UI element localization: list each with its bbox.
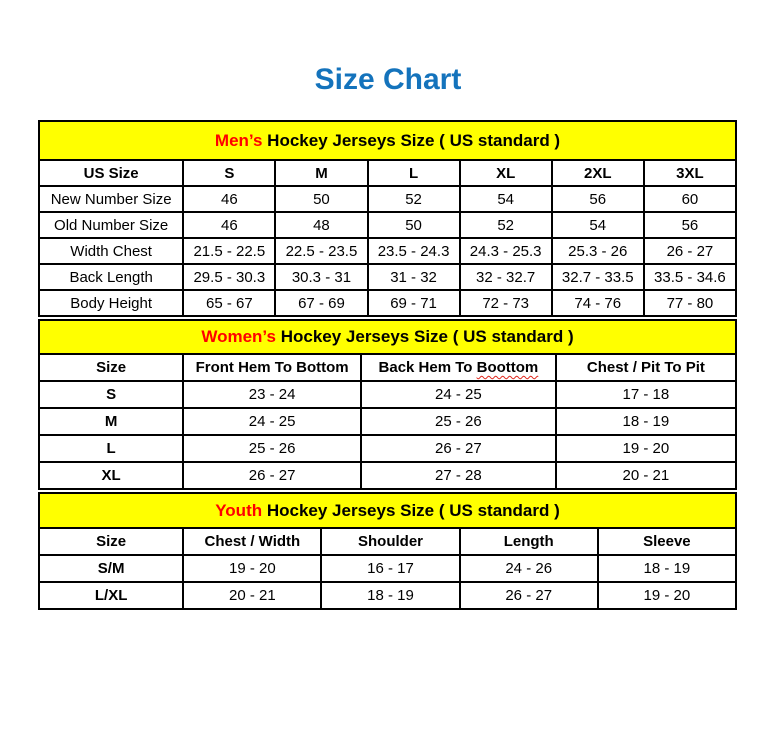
- row-label-cell: M: [39, 408, 183, 435]
- size-value-cell: 46: [183, 186, 275, 212]
- size-value-cell: 33.5 - 34.6: [644, 264, 736, 290]
- size-value-cell: 24 - 26: [460, 555, 598, 582]
- size-tables-container: [38, 120, 737, 610]
- row-label-cell: L/XL: [39, 582, 183, 609]
- youth-table-banner: [39, 493, 736, 528]
- column-header-label: Length: [503, 533, 554, 550]
- size-value-cell: 31 - 32: [368, 264, 460, 290]
- size-value-cell: 65 - 67: [183, 290, 275, 316]
- column-header-label: 3XL: [676, 164, 704, 182]
- youth-column-header: [321, 528, 459, 555]
- size-value-cell: 25 - 26: [361, 408, 556, 435]
- row-label-cell: XL: [39, 462, 183, 489]
- column-header-label: US Size: [83, 164, 139, 182]
- mens-column-header: [39, 160, 183, 186]
- mens-column-header: [460, 160, 552, 186]
- mens-column-header: [552, 160, 644, 186]
- size-value-cell: 72 - 73: [460, 290, 552, 316]
- row-label-cell: Body Height: [39, 290, 183, 316]
- row-label-cell: Old Number Size: [39, 212, 183, 238]
- mens-column-header: [183, 160, 275, 186]
- mens-column-header: [368, 160, 460, 186]
- womens-size-table: [38, 319, 737, 490]
- mens-banner-text: Hockey Jerseys Size ( US standard ): [262, 130, 561, 150]
- size-value-cell: 48: [275, 212, 367, 238]
- womens-banner-highlight: Women’s: [201, 327, 276, 346]
- size-value-cell: 18 - 19: [321, 582, 459, 609]
- column-header-label: Shoulder: [358, 533, 424, 550]
- column-header-label: Size: [96, 359, 127, 376]
- size-value-cell: 22.5 - 23.5: [275, 238, 367, 264]
- mens-table-row: [39, 290, 736, 316]
- size-value-cell: 26 - 27: [460, 582, 598, 609]
- womens-table-row: [39, 462, 736, 489]
- size-value-cell: 26 - 27: [361, 435, 556, 462]
- size-value-cell: 24 - 25: [183, 408, 361, 435]
- size-value-cell: 18 - 19: [556, 408, 736, 435]
- size-value-cell: 60: [644, 186, 736, 212]
- womens-table-row: [39, 381, 736, 408]
- womens-column-header: [556, 354, 736, 381]
- column-header-label: 2XL: [584, 164, 612, 182]
- size-value-cell: 77 - 80: [644, 290, 736, 316]
- column-header-label: Front Hem To Bottom: [195, 359, 349, 376]
- size-value-cell: 32 - 32.7: [460, 264, 552, 290]
- youth-banner-text: Hockey Jerseys Size ( US standard ): [262, 500, 560, 520]
- size-value-cell: 74 - 76: [552, 290, 644, 316]
- youth-column-header: [460, 528, 598, 555]
- mens-table-row: [39, 186, 736, 212]
- youth-size-table: [38, 492, 737, 610]
- column-header-label-misspelled: Boottom: [476, 359, 539, 376]
- column-header-label: Sleeve: [643, 533, 691, 550]
- womens-column-header: [39, 354, 183, 381]
- column-header-label: XL: [496, 164, 516, 182]
- column-header-label: L: [408, 164, 419, 182]
- youth-column-header: [183, 528, 321, 555]
- column-header-label: Back Hem To: [378, 359, 477, 376]
- size-value-cell: 24 - 25: [361, 381, 556, 408]
- size-value-cell: 25.3 - 26: [552, 238, 644, 264]
- size-value-cell: 20 - 21: [556, 462, 736, 489]
- mens-size-table: [38, 120, 737, 317]
- row-label-cell: S: [39, 381, 183, 408]
- mens-banner-highlight: Men’s: [214, 130, 263, 150]
- size-value-cell: 19 - 20: [598, 582, 736, 609]
- size-value-cell: 30.3 - 31: [275, 264, 367, 290]
- size-value-cell: 20 - 21: [183, 582, 321, 609]
- youth-table-row: [39, 555, 736, 582]
- size-value-cell: 67 - 69: [275, 290, 367, 316]
- column-header-label: Size: [96, 533, 127, 550]
- youth-banner-highlight: Youth: [215, 500, 263, 520]
- size-value-cell: 16 - 17: [321, 555, 459, 582]
- mens-table-row: [39, 238, 736, 264]
- size-value-cell: 19 - 20: [556, 435, 736, 462]
- size-value-cell: 54: [552, 212, 644, 238]
- size-value-cell: 54: [460, 186, 552, 212]
- size-value-cell: 21.5 - 22.5: [183, 238, 275, 264]
- mens-table-row: [39, 264, 736, 290]
- size-value-cell: 23.5 - 24.3: [368, 238, 460, 264]
- size-value-cell: 25 - 26: [183, 435, 361, 462]
- size-value-cell: 27 - 28: [361, 462, 556, 489]
- mens-table-banner: [39, 121, 736, 160]
- size-value-cell: 52: [460, 212, 552, 238]
- column-header-label: S: [224, 164, 235, 182]
- size-value-cell: 52: [368, 186, 460, 212]
- size-value-cell: 56: [644, 212, 736, 238]
- row-label-cell: S/M: [39, 555, 183, 582]
- mens-column-header: [644, 160, 736, 186]
- row-label-cell: New Number Size: [39, 186, 183, 212]
- size-value-cell: 46: [183, 212, 275, 238]
- size-value-cell: 50: [275, 186, 367, 212]
- youth-table-row: [39, 582, 736, 609]
- mens-table-row: [39, 212, 736, 238]
- size-value-cell: 23 - 24: [183, 381, 361, 408]
- row-label-cell: L: [39, 435, 183, 462]
- womens-banner-text: Hockey Jerseys Size ( US standard ): [275, 327, 574, 346]
- size-value-cell: 26 - 27: [183, 462, 361, 489]
- size-value-cell: 17 - 18: [556, 381, 736, 408]
- row-label-cell: Width Chest: [39, 238, 183, 264]
- column-header-label: Chest / Pit To Pit: [586, 359, 705, 376]
- column-header-label: Chest / Width: [204, 533, 301, 550]
- page-title: Size Chart: [314, 63, 462, 96]
- size-value-cell: 50: [368, 212, 460, 238]
- youth-column-header: [39, 528, 183, 555]
- column-header-label: M: [315, 164, 328, 182]
- size-value-cell: 56: [552, 186, 644, 212]
- youth-column-header: [598, 528, 736, 555]
- size-value-cell: 69 - 71: [368, 290, 460, 316]
- womens-table-row: [39, 408, 736, 435]
- mens-column-header: [275, 160, 367, 186]
- size-value-cell: 18 - 19: [598, 555, 736, 582]
- womens-table-banner: [39, 320, 736, 354]
- size-value-cell: 19 - 20: [183, 555, 321, 582]
- size-value-cell: 29.5 - 30.3: [183, 264, 275, 290]
- womens-column-header: [183, 354, 361, 381]
- size-value-cell: 26 - 27: [644, 238, 736, 264]
- size-value-cell: 24.3 - 25.3: [460, 238, 552, 264]
- womens-table-row: [39, 435, 736, 462]
- size-value-cell: 32.7 - 33.5: [552, 264, 644, 290]
- row-label-cell: Back Length: [39, 264, 183, 290]
- womens-column-header: [361, 354, 556, 381]
